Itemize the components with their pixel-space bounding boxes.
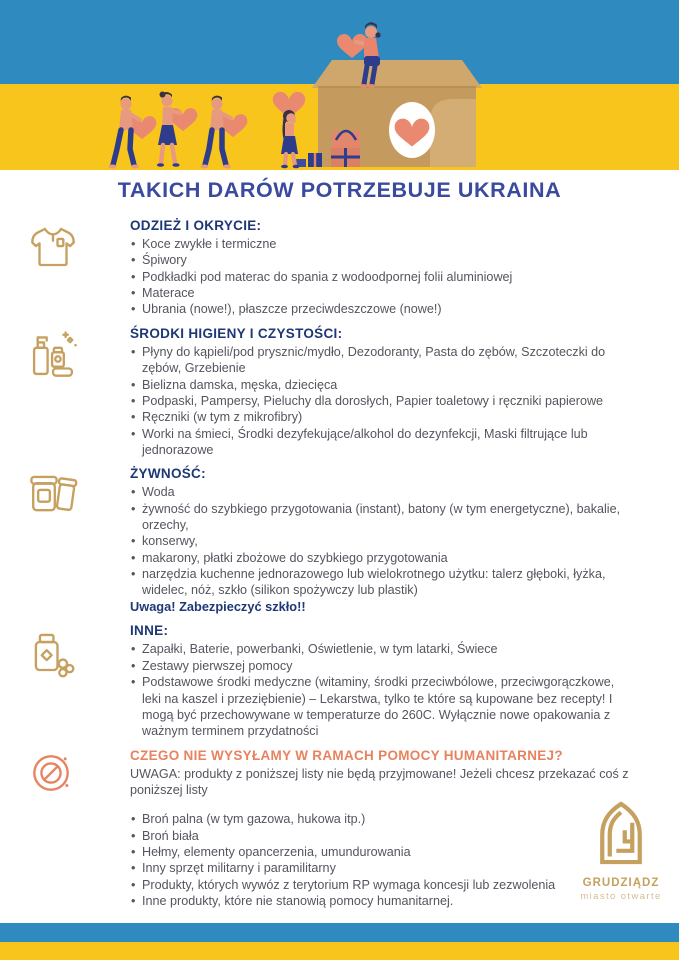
- other-list: [130, 641, 635, 739]
- list-item: • Śpiwory: [130, 252, 635, 268]
- list-item: • żywność do szybkiego przygotowania (instant), batony (w tym energetyczne), bakalie, orzechy,: [130, 501, 635, 534]
- list-item: • narzędzia kuchenne jednorazowego lub wielokrotnego użytku: talerz głęboki, łyżka, widelec, nóż, szkło (silikon spożywczy lub plastik): [130, 566, 635, 599]
- list-item: • Podkładki pod materac do spania z wodoodpornej folii aluminiowej: [130, 269, 635, 285]
- clothing-list: [130, 236, 635, 318]
- food-list: [130, 484, 635, 599]
- header-illustration: [0, 0, 679, 175]
- food-jars-icon: [0, 466, 130, 615]
- footer-flag-blue-strip: [0, 923, 679, 942]
- section-heading: ODZIEŻ I OKRYCIE:: [130, 218, 262, 233]
- section-heading: INNE:: [130, 623, 169, 639]
- medicine-bottle-icon: [0, 623, 130, 739]
- list-item: • Zestawy pierwszej pomocy: [130, 658, 635, 674]
- section-clothing: [0, 218, 679, 318]
- list-item: • Worki na śmieci, Środki dezyfekujące/alkohol do dezynfekcji, Maski filtrujące lub jednorazowe: [130, 426, 635, 459]
- footer-flag-yellow-strip: [0, 942, 679, 960]
- list-item: • Koce zwykłe i termiczne: [130, 236, 635, 252]
- not-accepted-list: [130, 811, 635, 909]
- polo-shirt-icon: [0, 218, 130, 318]
- glass-warning-note: Uwaga! Zabezpieczyć szkło!!: [130, 598, 306, 614]
- flag-banner-illustration: [0, 0, 679, 170]
- list-item: • Broń biała: [130, 828, 635, 844]
- prohibition-icon: [0, 748, 130, 910]
- list-item: • Podstawowe środki medyczne (witaminy, środki przeciwbólowe, przeciwgorączkowe, leki na kaszel i przeziębienie) – Lekarstwa, tylko te które są kupowane bez recepty! I mogą być przechowywane w temperaturze do 260C. Wyłącznie nowe opakowania z ważnym terminem przydatności: [130, 674, 635, 739]
- section-other: [0, 623, 679, 739]
- section-heading: ŻYWNOŚĆ:: [130, 466, 206, 482]
- section-heading: CZEGO NIE WYSYŁAMY W RAMACH POMOCY HUMANITARNEJ?: [130, 747, 563, 763]
- section-hygiene: [0, 326, 679, 459]
- not-accepted-warning: UWAGA: produkty z poniższej listy nie będą przyjmowane! Jeżeli chcesz przekazać coś z poniższej listy: [130, 766, 629, 797]
- section-heading: ŚRODKI HIGIENY I CZYSTOŚCI:: [130, 325, 343, 341]
- list-item: • Produkty, których wywóz z terytorium RP wymaga koncesji lub zezwolenia: [130, 877, 635, 893]
- list-item: • Bielizna damska, męska, dziecięca: [130, 377, 635, 393]
- list-item: • Płyny do kąpieli/pod prysznic/mydło, Dezodoranty, Pasta do zębów, Szczoteczki do zębów, Grzebienie: [130, 344, 635, 377]
- page-title: TAKICH DARÓW POTRZEBUJE UKRAINA: [117, 178, 562, 202]
- grudziadz-logo: [578, 800, 664, 902]
- list-item: • Broń palna (w tym gazowa, hukowa itp.): [130, 811, 635, 827]
- list-item: • makarony, płatki zbożowe do szybkiego przygotowania: [130, 550, 635, 566]
- list-item: • Zapałki, Baterie, powerbanki, Oświetlenie, w tym latarki, Świece: [130, 641, 635, 657]
- toiletries-icon: [0, 326, 130, 459]
- list-item: • Ręczniki (w tym z mikrofibry): [130, 409, 635, 425]
- list-item: • Ubrania (nowe!), płaszcze przeciwdeszczowe (nowe!): [130, 301, 635, 317]
- logo-tagline: miasto otwarte: [580, 891, 662, 902]
- list-item: • Woda: [130, 484, 635, 500]
- list-item: • Materace: [130, 285, 635, 301]
- logo-city-name: GRUDZIĄDZ: [582, 877, 660, 889]
- hygiene-list: [130, 344, 635, 459]
- section-food: [0, 466, 679, 615]
- list-item: • Inne produkty, które nie stanowią pomocy humanitarnej.: [130, 893, 635, 909]
- list-item: • Podpaski, Pampersy, Pieluchy dla dorosłych, Papier toaletowy i ręczniki papierowe: [130, 393, 635, 409]
- list-item: • Hełmy, elementy opancerzenia, umundurowania: [130, 844, 635, 860]
- list-item: • Inny sprzęt militarny i paramilitarny: [130, 860, 635, 876]
- list-item: • konserwy,: [130, 533, 635, 549]
- arch-window-icon: [591, 800, 651, 866]
